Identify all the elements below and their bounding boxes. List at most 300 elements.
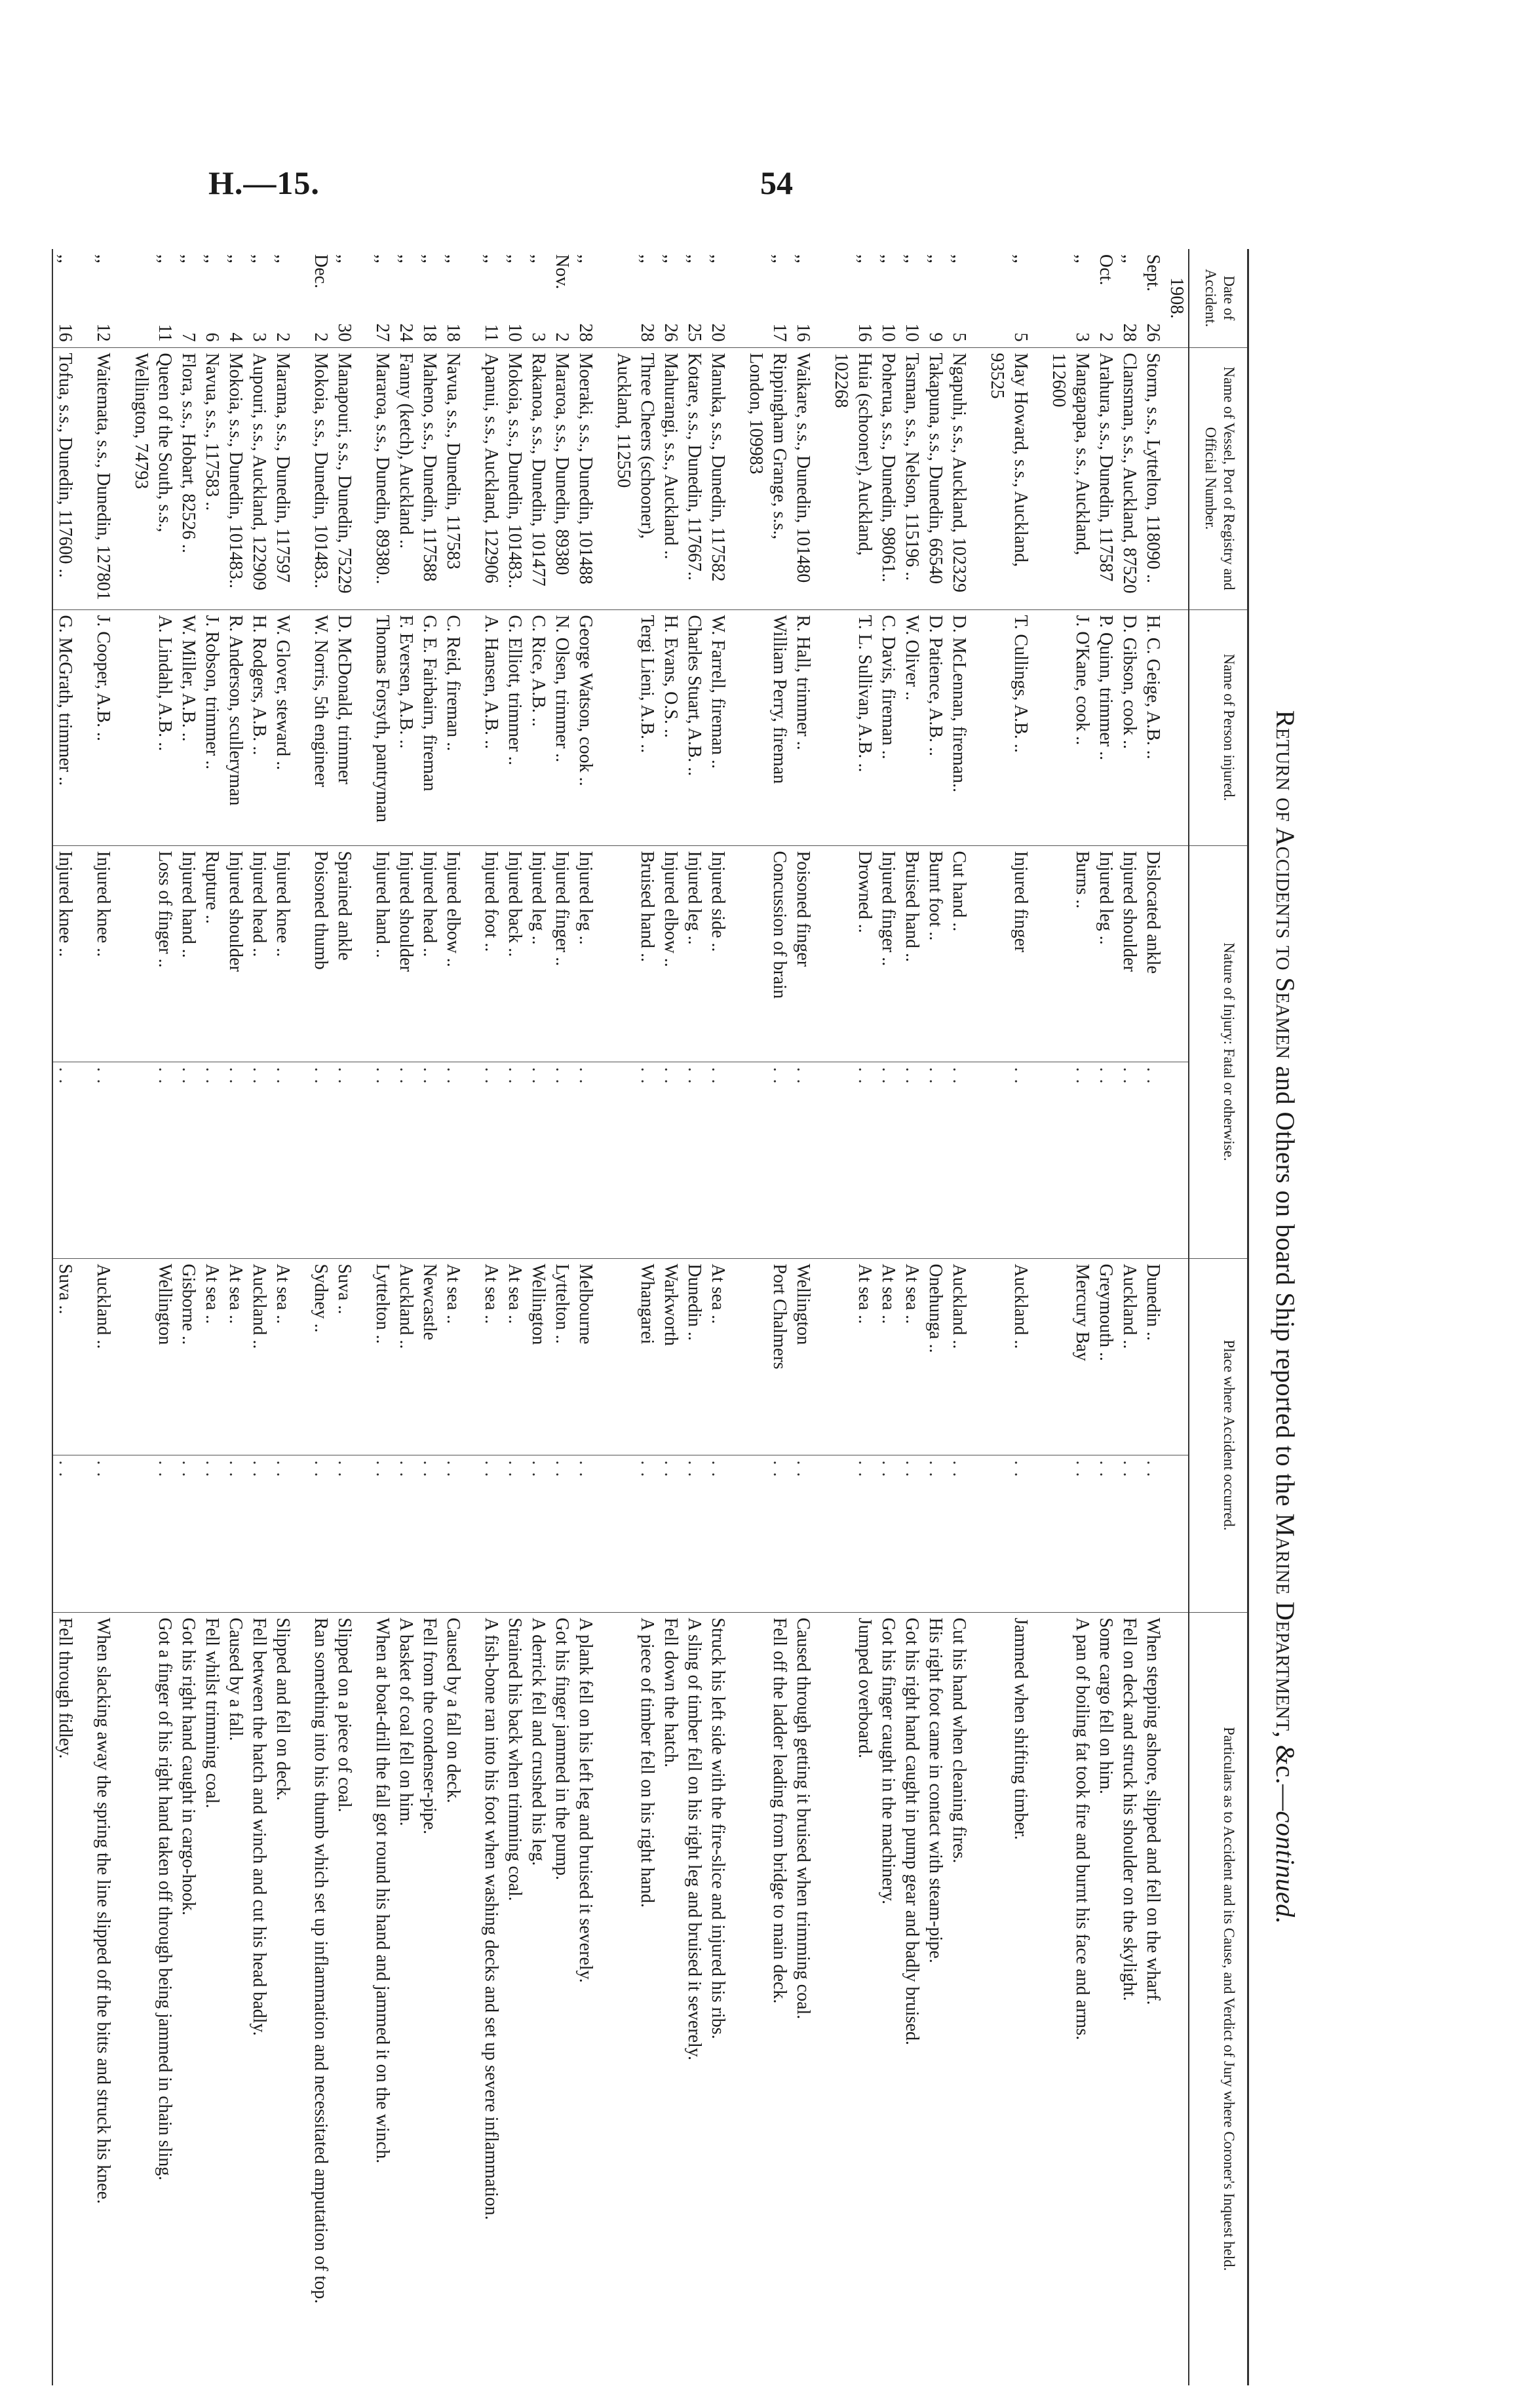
place-cell: Suva ..: [52, 1258, 77, 1455]
injury-cell: Injured leg ..: [526, 845, 550, 1062]
table-row: [659, 249, 682, 2385]
title-part: Accidents to Seamen: [1271, 827, 1300, 1060]
person-cell: Charles Stuart, A.B. ..: [682, 609, 706, 845]
fatal-leader-cell: . .: [900, 1062, 923, 1258]
vessel-cell: Apanui, s.s., Auckland, 122906: [479, 347, 503, 609]
date-month: ,,: [225, 254, 246, 263]
injury-cell: Injured hand ..: [370, 845, 394, 1062]
fatal-leader-cell: . .: [247, 1062, 271, 1258]
particulars-cell: A piece of timber fell on his right hand.: [611, 1612, 659, 2385]
fatal-leader-cell: . .: [744, 1062, 791, 1258]
particulars-cell: Fell from the condenser-pipe.: [417, 1612, 441, 2385]
particulars-cell: Fell whilst trimming coal.: [200, 1612, 223, 2385]
person-cell: N. Olsen, trimmer ..: [550, 609, 573, 845]
vessel-cell: Mokoia, s.s., Dunedin, 101483..: [223, 347, 247, 609]
date-cell: [503, 249, 526, 347]
injury-cell: Injured knee ..: [91, 845, 115, 1062]
place-cell: At sea ..: [479, 1258, 503, 1455]
particulars-cell: Fell down the hatch.: [659, 1612, 682, 2385]
vessel-cell: Marama, s.s., Dunedin, 117597: [271, 347, 294, 609]
table-header-row: [1189, 249, 1248, 2385]
particulars-cell: A pan of boiling fat took fire and burnt his face and arms.: [1047, 1612, 1094, 2385]
date-cell: [900, 249, 923, 347]
date-day: 18: [443, 323, 463, 342]
particulars-cell: Slipped on a piece of coal.: [332, 1612, 356, 2385]
year-row: [1165, 249, 1189, 2385]
date-day: 26: [661, 323, 681, 342]
table-row: [876, 249, 900, 2385]
particulars-cell: Slipped and fell on deck.: [271, 1612, 294, 2385]
place-cell: Newcastle: [417, 1258, 441, 1455]
place-cell: Warkworth: [659, 1258, 682, 1455]
fatal-leader-cell: . .: [791, 1062, 815, 1258]
person-cell: D. Patience, A.B. ..: [923, 609, 947, 845]
particulars-cell: A fish-bone ran into his foot when washing decks and set up severe inflammation.: [479, 1612, 503, 2385]
place-leader-cell: . .: [370, 1455, 394, 1612]
injury-cell: Injured finger ..: [550, 845, 573, 1062]
date-day: 10: [505, 323, 525, 342]
particulars-cell: Cut his hand when cleaning fires.: [947, 1612, 971, 2385]
injury-cell: Injured finger ..: [876, 845, 900, 1062]
particulars-cell: Got a finger of his right hand taken off through being jammed in chain sling.: [129, 1612, 176, 2385]
date-day: 11: [481, 324, 501, 342]
title-part: Marine Department: [1271, 1513, 1300, 1731]
person-cell: G. E. Fairbairn, fireman: [417, 609, 441, 845]
place-cell: At sea ..: [271, 1258, 294, 1455]
spacer-row: [356, 249, 370, 2385]
vessel-cell: Aupouri, s.s., Auckland, 122909: [247, 347, 271, 609]
person-cell: Thomas Forsyth, pantryman: [370, 609, 394, 845]
vessel-cell: Rakanoa, s.s., Dunedin, 101477: [526, 347, 550, 609]
date-cell: [573, 249, 597, 347]
injury-cell: Bruised hand ..: [611, 845, 659, 1062]
place-leader-cell: . .: [223, 1455, 247, 1612]
spacer-row: [729, 249, 744, 2385]
table-row: [332, 249, 356, 2385]
date-cell: [1047, 249, 1094, 347]
date-cell: [52, 249, 77, 347]
date-cell: [91, 249, 115, 347]
injury-cell: Drowned ..: [829, 845, 876, 1062]
person-cell: C. Davis, fireman ..: [876, 609, 900, 845]
particulars-cell: Got his finger caught in the machinery.: [876, 1612, 900, 2385]
particulars-cell: Strained his back when trimming coal.: [503, 1612, 526, 2385]
fatal-leader-cell: . .: [479, 1062, 503, 1258]
person-cell: T. Cullings, A.B. ..: [985, 609, 1032, 845]
place-cell: Greymouth ..: [1094, 1258, 1117, 1455]
date-day: 20: [708, 323, 728, 342]
person-cell: William Perry, fireman: [744, 609, 791, 845]
fatal-leader-cell: . .: [985, 1062, 1032, 1258]
date-day: 6: [202, 332, 222, 342]
date-day: 28: [575, 323, 596, 342]
fatal-leader-cell: . .: [176, 1062, 200, 1258]
place-leader-cell: . .: [1047, 1455, 1094, 1612]
person-cell: G. McGrath, trimmer ..: [52, 609, 77, 845]
place-cell: Dunedin ..: [1141, 1258, 1165, 1455]
date-day: 30: [334, 323, 355, 342]
table-row: [947, 249, 971, 2385]
place-cell: At sea ..: [706, 1258, 729, 1455]
table-row: [503, 249, 526, 2385]
vessel-cell: Mararoa, s.s., Dunedin, 89380: [550, 347, 573, 609]
table-row: [1117, 249, 1141, 2385]
table-row: [682, 249, 706, 2385]
fatal-leader-cell: . .: [611, 1062, 659, 1258]
date-month: ,,: [334, 254, 355, 263]
date-day: 3: [249, 332, 269, 342]
person-cell: R. Anderson, sculleryman: [223, 609, 247, 845]
date-cell: [744, 249, 791, 347]
date-month: ,,: [249, 254, 269, 263]
place-leader-cell: . .: [129, 1455, 176, 1612]
table-row: [271, 249, 294, 2385]
particulars-cell: His right foot came in contact with steam-pipe.: [923, 1612, 947, 2385]
date-month: ,,: [684, 254, 704, 263]
place-cell: Sydney ..: [309, 1258, 332, 1455]
person-cell: C. Reid, fireman ..: [441, 609, 465, 845]
person-cell: J. Cooper, A.B. ..: [91, 609, 115, 845]
particulars-cell: A basket of coal fell on him.: [394, 1612, 417, 2385]
particulars-cell: Got his right hand caught in pump gear and badly bruised.: [900, 1612, 923, 2385]
fatal-leader-cell: . .: [332, 1062, 356, 1258]
table-row: [611, 249, 659, 2385]
table-row: [1141, 249, 1165, 2385]
place-cell: At sea ..: [200, 1258, 223, 1455]
date-day: 16: [55, 323, 75, 342]
date-month: ,,: [155, 254, 175, 263]
date-month: ,,: [575, 254, 596, 263]
title-part: continued.: [1271, 1811, 1300, 1925]
date-cell: [659, 249, 682, 347]
place-cell: Auckland ..: [247, 1258, 271, 1455]
vessel-cell: Waitemata, s.s., Dunedin, 127801: [91, 347, 115, 609]
date-month: ,,: [1119, 254, 1140, 263]
particulars-cell: When slacking away the spring the line slipped off the bitts and struck his knee.: [91, 1612, 115, 2385]
date-day: 16: [793, 323, 813, 342]
date-day: 28: [1119, 323, 1140, 342]
date-cell: [332, 249, 356, 347]
person-cell: Tergi Lieni, A.B. ..: [611, 609, 659, 845]
table-row: [923, 249, 947, 2385]
place-cell: Gisborne ..: [176, 1258, 200, 1455]
date-cell: [611, 249, 659, 347]
injury-cell: Concussion of brain: [744, 845, 791, 1062]
title-part: and Others on board Ship reported to the: [1271, 1059, 1300, 1514]
injury-cell: Injured foot ..: [479, 845, 503, 1062]
date-day: 10: [902, 323, 922, 342]
injury-cell: Injured head ..: [247, 845, 271, 1062]
fatal-leader-cell: . .: [309, 1062, 332, 1258]
date-day: 9: [925, 332, 946, 342]
spacer-row: [971, 249, 985, 2385]
fatal-leader-cell: . .: [876, 1062, 900, 1258]
place-leader-cell: . .: [271, 1455, 294, 1612]
fatal-leader-cell: . .: [223, 1062, 247, 1258]
date-day: 7: [178, 332, 199, 342]
person-cell: H. Evans, O.S. ..: [659, 609, 682, 845]
vessel-cell: Mokoia, s.s., Dunedin, 101483..: [503, 347, 526, 609]
place-cell: At sea ..: [223, 1258, 247, 1455]
injury-cell: Dislocated ankle: [1141, 845, 1165, 1062]
fatal-leader-cell: . .: [682, 1062, 706, 1258]
date-month: ,,: [528, 254, 549, 263]
place-leader-cell: . .: [332, 1455, 356, 1612]
person-cell: R. Hall, trimmer ..: [791, 609, 815, 845]
person-cell: J. Robson, trimmer ..: [200, 609, 223, 845]
fatal-leader-cell: . .: [52, 1062, 77, 1258]
date-month: ,,: [855, 254, 875, 263]
particulars-cell: Fell through fidley.: [52, 1612, 77, 2385]
date-month: ,,: [505, 254, 525, 263]
date-cell: [200, 249, 223, 347]
place-leader-cell: . .: [923, 1455, 947, 1612]
injury-cell: Injured leg ..: [1094, 845, 1117, 1062]
place-leader-cell: . .: [526, 1455, 550, 1612]
place-cell: Auckland ..: [394, 1258, 417, 1455]
spacer-row: [597, 249, 611, 2385]
table-row: [985, 249, 1032, 2385]
place-cell: Dunedin ..: [682, 1258, 706, 1455]
col-header-place: Place where Accident occurred.: [1189, 1258, 1248, 1612]
injury-cell: Injured elbow ..: [441, 845, 465, 1062]
date-cell: [829, 249, 876, 347]
col-header-particulars: Particulars as to Accident and its Cause, and Verdict of Jury where Coroner's Inquest held.: [1189, 1612, 1248, 2385]
place-leader-cell: . .: [503, 1455, 526, 1612]
date-month: Dec.: [311, 254, 331, 289]
table-title: [1256, 249, 1315, 2385]
date-month: ,,: [93, 254, 113, 263]
particulars-cell: Ran something into his thumb which set up inflammation and necessitated amputation of top.: [309, 1612, 332, 2385]
date-day: 2: [311, 332, 331, 342]
date-day: 2: [552, 332, 572, 342]
person-cell: P. Quinn, trimmer ..: [1094, 609, 1117, 845]
place-cell: Wellington: [129, 1258, 176, 1455]
date-month: ,,: [481, 254, 501, 263]
particulars-cell: Fell on deck and struck his shoulder on the skylight.: [1117, 1612, 1141, 2385]
place-leader-cell: . .: [1094, 1455, 1117, 1612]
date-month: Nov.: [552, 254, 572, 290]
place-leader-cell: . .: [417, 1455, 441, 1612]
date-day: 11: [155, 324, 175, 342]
place-leader-cell: . .: [659, 1455, 682, 1612]
fatal-leader-cell: . .: [503, 1062, 526, 1258]
fatal-leader-cell: . .: [441, 1062, 465, 1258]
vessel-cell: May Howard, s.s., Auckland, 93525: [985, 347, 1032, 609]
place-leader-cell: . .: [900, 1455, 923, 1612]
table-row: [744, 249, 791, 2385]
date-day: 25: [684, 323, 704, 342]
vessel-cell: Mokoia, s.s., Dunedin, 101483..: [309, 347, 332, 609]
injury-cell: Injured leg ..: [573, 845, 597, 1062]
particulars-cell: A derrick fell and crushed his leg.: [526, 1612, 550, 2385]
place-leader-cell: . .: [611, 1455, 659, 1612]
place-leader-cell: . .: [947, 1455, 971, 1612]
date-month: ,,: [443, 254, 463, 263]
particulars-cell: Jumped overboard.: [829, 1612, 876, 2385]
fatal-leader-cell: . .: [550, 1062, 573, 1258]
vessel-cell: Moeraki, s.s., Dunedin, 101488: [573, 347, 597, 609]
date-month: ,,: [396, 254, 416, 263]
date-cell: [1141, 249, 1165, 347]
particulars-cell: Struck his left side with the fire-slice and injured his ribs.: [706, 1612, 729, 2385]
date-month: ,,: [769, 254, 790, 263]
particulars-cell: Caused through getting it bruised when trimming coal.: [791, 1612, 815, 2385]
date-day: 28: [637, 323, 657, 342]
date-cell: [223, 249, 247, 347]
person-cell: W. Farrell, fireman ..: [706, 609, 729, 845]
fatal-leader-cell: . .: [91, 1062, 115, 1258]
table-row: [573, 249, 597, 2385]
place-cell: At sea ..: [876, 1258, 900, 1455]
person-cell: W. Glover, steward ..: [271, 609, 294, 845]
table-row: [706, 249, 729, 2385]
place-cell: At sea ..: [441, 1258, 465, 1455]
person-cell: A. Lindahl, A.B. ..: [129, 609, 176, 845]
date-month: ,,: [1072, 254, 1092, 263]
spacer-row: [115, 249, 129, 2385]
injury-cell: Injured side ..: [706, 845, 729, 1062]
vessel-cell: Rippingham Grange, s.s., London, 109983: [744, 347, 791, 609]
vessel-cell: Mangapapa, s.s., Auckland, 112600: [1047, 347, 1094, 609]
document-reference: H.—15.: [208, 164, 320, 201]
vessel-cell: Mararoa, s.s., Dunedin, 89380..: [370, 347, 394, 609]
date-day: 18: [419, 323, 440, 342]
table-row: [52, 249, 77, 2385]
spacer-row: [815, 249, 829, 2385]
date-month: ,,: [55, 254, 75, 263]
fatal-leader-cell: . .: [573, 1062, 597, 1258]
title-part: Return of: [1271, 710, 1300, 828]
date-month: ,,: [419, 254, 440, 263]
place-cell: Lyttelton ..: [550, 1258, 573, 1455]
place-leader-cell: . .: [791, 1455, 815, 1612]
injury-cell: Injured back ..: [503, 845, 526, 1062]
table-row: [1047, 249, 1094, 2385]
injury-cell: Injured knee ..: [271, 845, 294, 1062]
injury-cell: Rupture ..: [200, 845, 223, 1062]
place-leader-cell: . .: [744, 1455, 791, 1612]
particulars-cell: A plank fell on his left leg and bruised it severely.: [573, 1612, 597, 2385]
fatal-leader-cell: . .: [394, 1062, 417, 1258]
date-cell: [309, 249, 332, 347]
place-leader-cell: . .: [550, 1455, 573, 1612]
date-month: ,,: [708, 254, 728, 263]
date-month: ,,: [202, 254, 222, 263]
date-month: ,,: [949, 254, 969, 263]
table-row: [900, 249, 923, 2385]
date-month: Sept.: [1143, 254, 1163, 292]
particulars-cell: Caused by a fall on deck.: [441, 1612, 465, 2385]
table-row: [526, 249, 550, 2385]
place-cell: Melbourne: [573, 1258, 597, 1455]
date-month: ,,: [793, 254, 813, 263]
vessel-cell: Ngapuhi, s.s., Auckland, 102329: [947, 347, 971, 609]
place-cell: At sea ..: [503, 1258, 526, 1455]
place-cell: Auckland ..: [91, 1258, 115, 1455]
fatal-leader-cell: . .: [129, 1062, 176, 1258]
vessel-cell: Maheno, s.s., Dunedin, 117588: [417, 347, 441, 609]
person-cell: W. Miller, A.B. ..: [176, 609, 200, 845]
date-day: 26: [1143, 323, 1163, 342]
place-leader-cell: . .: [394, 1455, 417, 1612]
person-cell: D. McLennan, fireman..: [947, 609, 971, 845]
vessel-cell: Queen of the South, s.s., Wellington, 74793: [129, 347, 176, 609]
place-cell: Onehunga ..: [923, 1258, 947, 1455]
injury-cell: Poisoned finger: [791, 845, 815, 1062]
title-part: , &c.—: [1271, 1731, 1300, 1811]
injury-cell: Injured elbow ..: [659, 845, 682, 1062]
date-month: ,,: [372, 254, 393, 263]
particulars-cell: Got his right hand caught in cargo-hook.: [176, 1612, 200, 2385]
date-cell: [947, 249, 971, 347]
place-cell: Auckland ..: [985, 1258, 1032, 1455]
table-row: [176, 249, 200, 2385]
date-cell: [129, 249, 176, 347]
injury-cell: Bruised hand ..: [900, 845, 923, 1062]
person-cell: D. McDonald, trimmer: [332, 609, 356, 845]
person-cell: W. Oliver ..: [900, 609, 923, 845]
date-day: 2: [1096, 332, 1116, 342]
place-leader-cell: . .: [876, 1455, 900, 1612]
date-day: 24: [396, 323, 416, 342]
fatal-leader-cell: . .: [1141, 1062, 1165, 1258]
date-day: 5: [949, 332, 969, 342]
vessel-cell: Three Cheers (schooner), Auckland, 112550: [611, 347, 659, 609]
injury-cell: Burnt foot ..: [923, 845, 947, 1062]
date-cell: [876, 249, 900, 347]
place-leader-cell: . .: [1141, 1455, 1165, 1612]
fatal-leader-cell: . .: [370, 1062, 394, 1258]
injury-cell: Cut hand ..: [947, 845, 971, 1062]
date-cell: [479, 249, 503, 347]
particulars-cell: Caused by a fall.: [223, 1612, 247, 2385]
person-cell: C. Rice, A.B. ..: [526, 609, 550, 845]
injury-cell: Sprained ankle: [332, 845, 356, 1062]
date-cell: [526, 249, 550, 347]
date-month: ,,: [178, 254, 199, 263]
table-row: [247, 249, 271, 2385]
person-cell: F. Eversen, A.B. ..: [394, 609, 417, 845]
vessel-cell: Navua, s.s., Dunedin, 117583: [441, 347, 465, 609]
date-day: 4: [225, 332, 246, 342]
table-row: [550, 249, 573, 2385]
place-cell: Port Chalmers: [744, 1258, 791, 1455]
year-cell: 1908.: [1166, 277, 1187, 319]
accidents-table: [52, 249, 1249, 2385]
person-cell: J. O'Kane, cook ..: [1047, 609, 1094, 845]
place-cell: Wellington: [526, 1258, 550, 1455]
person-cell: W. Norris, 5th engineer: [309, 609, 332, 845]
particulars-cell: A sling of timber fell on his right leg and bruised it severely.: [682, 1612, 706, 2385]
date-month: ,,: [661, 254, 681, 263]
date-cell: [985, 249, 1032, 347]
date-month: ,,: [925, 254, 946, 263]
vessel-cell: Tofua, s.s., Dunedin, 117600 ..: [52, 347, 77, 609]
date-day: 10: [878, 323, 898, 342]
place-leader-cell: . .: [247, 1455, 271, 1612]
injury-cell: Injured leg ..: [682, 845, 706, 1062]
place-cell: Suva ..: [332, 1258, 356, 1455]
injury-cell: Loss of finger ..: [129, 845, 176, 1062]
col-header-date: Date of Accident.: [1189, 249, 1248, 347]
table-row: [223, 249, 247, 2385]
fatal-leader-cell: . .: [526, 1062, 550, 1258]
place-leader-cell: . .: [829, 1455, 876, 1612]
place-leader-cell: . .: [200, 1455, 223, 1612]
date-cell: [1117, 249, 1141, 347]
spacer-row: [77, 249, 91, 2385]
